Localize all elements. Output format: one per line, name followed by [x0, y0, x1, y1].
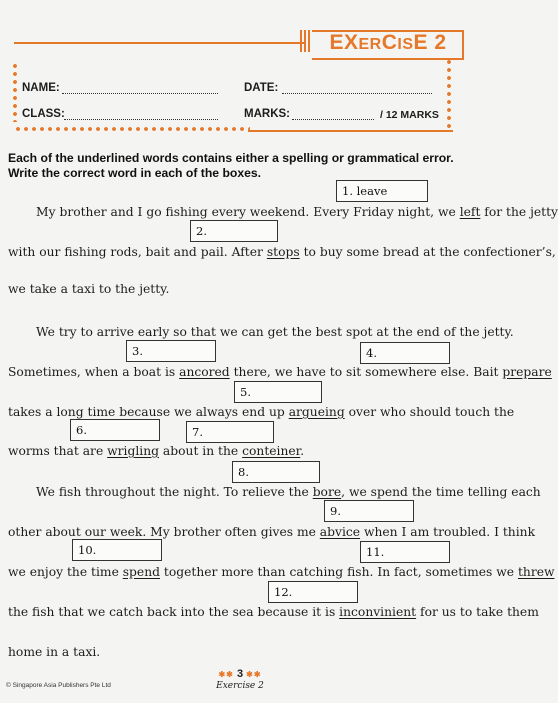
name-label: NAME: [22, 82, 60, 94]
underlined-word-9: abvice [319, 525, 361, 539]
instruction-line-2: Write the correct word in each of the boxes. [8, 166, 262, 180]
answer-box-1[interactable]: 1. leave [336, 180, 428, 202]
passage-line-10: we enjoy the time spend together more than catching fish. In fact, sometimes we threw [8, 565, 555, 579]
answer-box-2[interactable]: 2. [190, 220, 278, 242]
marks-label: MARKS: [244, 108, 290, 120]
dotted-border-left [12, 62, 18, 122]
name-field[interactable] [62, 93, 218, 94]
answer-box-5[interactable]: 5. [234, 381, 322, 403]
underlined-word-7: conteiner [242, 444, 301, 458]
answer-box-4[interactable]: 4. [360, 342, 450, 364]
passage-line-7: worms that are wrigling about in the conteiner. [8, 444, 305, 458]
marks-field[interactable] [292, 119, 374, 120]
passage-line-2: with our fishing rods, bait and pail. After stops to buy some bread at the confectioner’s, [8, 245, 556, 259]
underlined-word-6: wrigling [107, 444, 160, 458]
underlined-word-12: inconvinient [339, 605, 417, 619]
answer-box-11[interactable]: 11. [360, 541, 450, 563]
footer-exercise: Exercise 2 [216, 681, 264, 691]
answer-box-3[interactable]: 3. [126, 340, 216, 362]
date-field[interactable] [282, 93, 432, 94]
passage-line-6: takes a long time because we always end up argueing over who should touch the [8, 405, 515, 419]
dotted-border-bottom [14, 126, 250, 132]
marks-total: / 12 MARKS [380, 109, 439, 121]
answer-box-8[interactable]: 8. [232, 461, 320, 483]
passage-line-12: home in a taxi. [8, 645, 101, 659]
underlined-word-10: spend [122, 565, 161, 579]
underlined-word-5: argueing [288, 405, 345, 419]
passage-line-5: Sometimes, when a boat is ancored there, we have to sit somewhere else. Bait prepare [8, 365, 552, 379]
passage-line-3: we take a taxi to the jetty. [8, 282, 170, 296]
answer-box-9[interactable]: 9. [324, 500, 414, 522]
answer-box-7[interactable]: 7. [186, 421, 274, 443]
class-field[interactable] [64, 119, 218, 120]
dotted-border-right [446, 58, 452, 130]
exercise-title: EXERCISE 2 [329, 31, 447, 54]
passage-line-1: My brother and I go fishing every weekend. Every Friday night, we left for the jetty [36, 205, 558, 219]
date-label: DATE: [244, 82, 279, 94]
passage-line-11: the fish that we catch back into the sea because it is inconvinient for us to take them [8, 605, 539, 619]
underlined-word-4: prepare [502, 365, 552, 379]
header-bottom-rule [248, 130, 453, 132]
underlined-word-2: stops [266, 245, 300, 259]
passage-line-9: other about our week. My brother often gives me abvice when I am troubled. I think [8, 525, 536, 539]
underlined-word-11: threw [517, 565, 555, 579]
instruction-line-1: Each of the underlined words contains either a spelling or grammatical error. [8, 151, 454, 165]
copyright-notice: © Singapore Asia Publishers Pte Ltd [6, 682, 111, 689]
answer-box-12[interactable]: 12. [268, 581, 358, 603]
page-number: ✱✱ 3 ✱✱ [218, 668, 262, 680]
header-top-rule [14, 42, 304, 44]
class-label: CLASS: [22, 108, 65, 120]
answer-box-10[interactable]: 10. [72, 539, 162, 561]
passage-line-4: We try to arrive early so that we can get the best spot at the end of the jetty. [36, 325, 514, 339]
passage-line-8: We fish throughout the night. To relieve the bore, we spend the time telling each [36, 485, 541, 499]
underlined-word-8: bore [312, 485, 342, 499]
underlined-word-3: ancored [179, 365, 230, 379]
underlined-word-1: left [459, 205, 481, 219]
answer-box-6[interactable]: 6. [70, 419, 160, 441]
